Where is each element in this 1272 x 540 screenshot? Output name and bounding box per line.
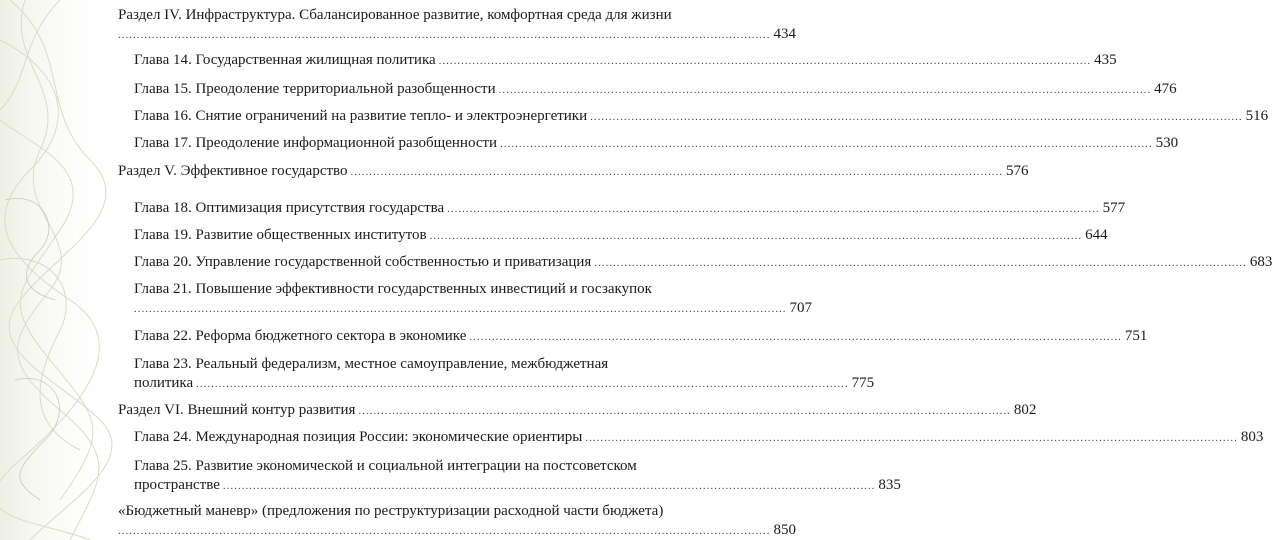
toc-entry-title: Глава 19. Развитие общественных институтов bbox=[134, 227, 427, 243]
toc-entry-title: Глава 18. Оптимизация присутствия государства bbox=[134, 200, 445, 216]
toc-entry-page: 683 bbox=[1249, 254, 1272, 270]
toc-entry-page: 802 bbox=[1013, 402, 1037, 418]
toc-entry-chapter-14[interactable] bbox=[118, 51, 1117, 70]
toc-entry-chapter-23[interactable] bbox=[118, 355, 690, 373]
dot-leader: .............................................................................................................................................................................. bbox=[594, 257, 1247, 269]
toc-entry-chapter-25[interactable] bbox=[118, 457, 690, 475]
toc-entry-title: Глава 25. Развитие экономической и социальной интеграции на постсоветском bbox=[134, 458, 637, 474]
toc-entry-title: Глава 24. Международная позиция России: экономические ориентиры bbox=[134, 429, 583, 445]
toc-entry-section-4[interactable] bbox=[118, 6, 690, 24]
dot-leader: .............................................................................................................................................................................. bbox=[222, 480, 876, 492]
toc-entry-title: Раздел VI. Внешний контур развития bbox=[118, 402, 356, 418]
toc-entry-budget-maneuver-page[interactable] bbox=[118, 521, 796, 540]
toc-entry-title: политика bbox=[134, 375, 194, 391]
toc-entry-chapter-16[interactable] bbox=[118, 107, 1269, 126]
toc-entry-page: 516 bbox=[1245, 108, 1269, 124]
dot-leader: .............................................................................................................................................................................. bbox=[118, 29, 771, 41]
toc-entry-chapter-23-cont[interactable] bbox=[118, 374, 875, 393]
toc-entry-title: «Бюджетный маневр» (предложения по реструктуризации расходной части бюджета) bbox=[118, 503, 664, 519]
toc-entry-chapter-18[interactable] bbox=[118, 199, 1126, 218]
toc-entry-page: 644 bbox=[1085, 227, 1108, 243]
toc-entry-page: 530 bbox=[1155, 135, 1179, 151]
toc-entry-chapter-20[interactable] bbox=[118, 253, 1272, 272]
toc-entry-page: 435 bbox=[1094, 52, 1117, 68]
toc-entry-chapter-21-page[interactable] bbox=[118, 299, 812, 318]
dot-leader: .............................................................................................................................................................................. bbox=[134, 303, 787, 315]
toc-entry-chapter-21[interactable] bbox=[118, 280, 690, 298]
toc-entry-title: Раздел V. Эффективное государство bbox=[118, 163, 348, 179]
toc-entry-title: Глава 22. Реформа бюджетного сектора в экономике bbox=[134, 328, 467, 344]
toc-entry-section-5[interactable] bbox=[118, 162, 1029, 181]
toc-entry-title: Глава 14. Государственная жилищная политика bbox=[134, 52, 436, 68]
toc-entry-chapter-19[interactable] bbox=[118, 226, 1108, 245]
dot-leader: .............................................................................................................................................................................. bbox=[358, 405, 1011, 417]
toc-entry-page: 707 bbox=[789, 300, 812, 316]
dot-leader: .............................................................................................................................................................................. bbox=[438, 55, 1092, 67]
toc-entry-title: Глава 17. Преодоление информационной разобщенности bbox=[134, 135, 498, 151]
toc-entry-page: 576 bbox=[1006, 163, 1029, 179]
toc-entry-title: Глава 15. Преодоление территориальной разобщенности bbox=[134, 81, 496, 97]
toc-entry-section-4-page[interactable] bbox=[118, 25, 796, 44]
toc-entry-title: Глава 16. Снятие ограничений на развитие тепло- и электроэнергетики bbox=[134, 108, 588, 124]
toc-entry-chapter-24[interactable] bbox=[118, 428, 1264, 447]
toc-entry-page: 751 bbox=[1124, 328, 1148, 344]
dot-leader: .............................................................................................................................................................................. bbox=[469, 331, 1122, 343]
toc-entry-title: Глава 23. Реальный федерализм, местное самоуправление, межбюджетная bbox=[134, 356, 609, 372]
dot-leader: .............................................................................................................................................................................. bbox=[585, 432, 1238, 444]
table-of-contents bbox=[118, 0, 1272, 540]
toc-entry-title: Глава 21. Повышение эффективности государственных инвестиций и госзакупок bbox=[134, 281, 652, 297]
decorative-swirl-background bbox=[0, 0, 120, 540]
dot-leader: .............................................................................................................................................................................. bbox=[429, 230, 1083, 242]
dot-leader: .............................................................................................................................................................................. bbox=[350, 166, 1004, 178]
dot-leader: .............................................................................................................................................................................. bbox=[447, 203, 1100, 215]
toc-entry-chapter-15[interactable] bbox=[118, 80, 1177, 99]
toc-entry-page: 850 bbox=[773, 522, 796, 538]
dot-leader: .............................................................................................................................................................................. bbox=[196, 378, 849, 390]
dot-leader: .............................................................................................................................................................................. bbox=[498, 84, 1152, 96]
toc-entry-title: пространстве bbox=[134, 477, 220, 493]
toc-entry-page: 835 bbox=[878, 477, 901, 493]
toc-entry-page: 803 bbox=[1240, 429, 1264, 445]
toc-entry-page: 775 bbox=[851, 375, 875, 391]
toc-entry-title: Глава 20. Управление государственной собственностью и приватизация bbox=[134, 254, 592, 270]
toc-entry-page: 476 bbox=[1154, 81, 1177, 97]
dot-leader: .............................................................................................................................................................................. bbox=[500, 138, 1153, 150]
dot-leader: .............................................................................................................................................................................. bbox=[590, 111, 1243, 123]
toc-entry-section-6[interactable] bbox=[118, 401, 1037, 420]
toc-entry-page: 434 bbox=[773, 26, 796, 42]
toc-entry-chapter-22[interactable] bbox=[118, 327, 1148, 346]
dot-leader: .............................................................................................................................................................................. bbox=[118, 525, 771, 537]
toc-entry-chapter-25-cont[interactable] bbox=[118, 476, 901, 495]
toc-entry-page: 577 bbox=[1102, 200, 1126, 216]
toc-entry-chapter-17[interactable] bbox=[118, 134, 1179, 153]
toc-entry-title: Раздел IV. Инфраструктура. Сбалансированное развитие, комфортная среда для жизни bbox=[118, 7, 672, 23]
toc-entry-budget-maneuver[interactable] bbox=[118, 502, 690, 520]
